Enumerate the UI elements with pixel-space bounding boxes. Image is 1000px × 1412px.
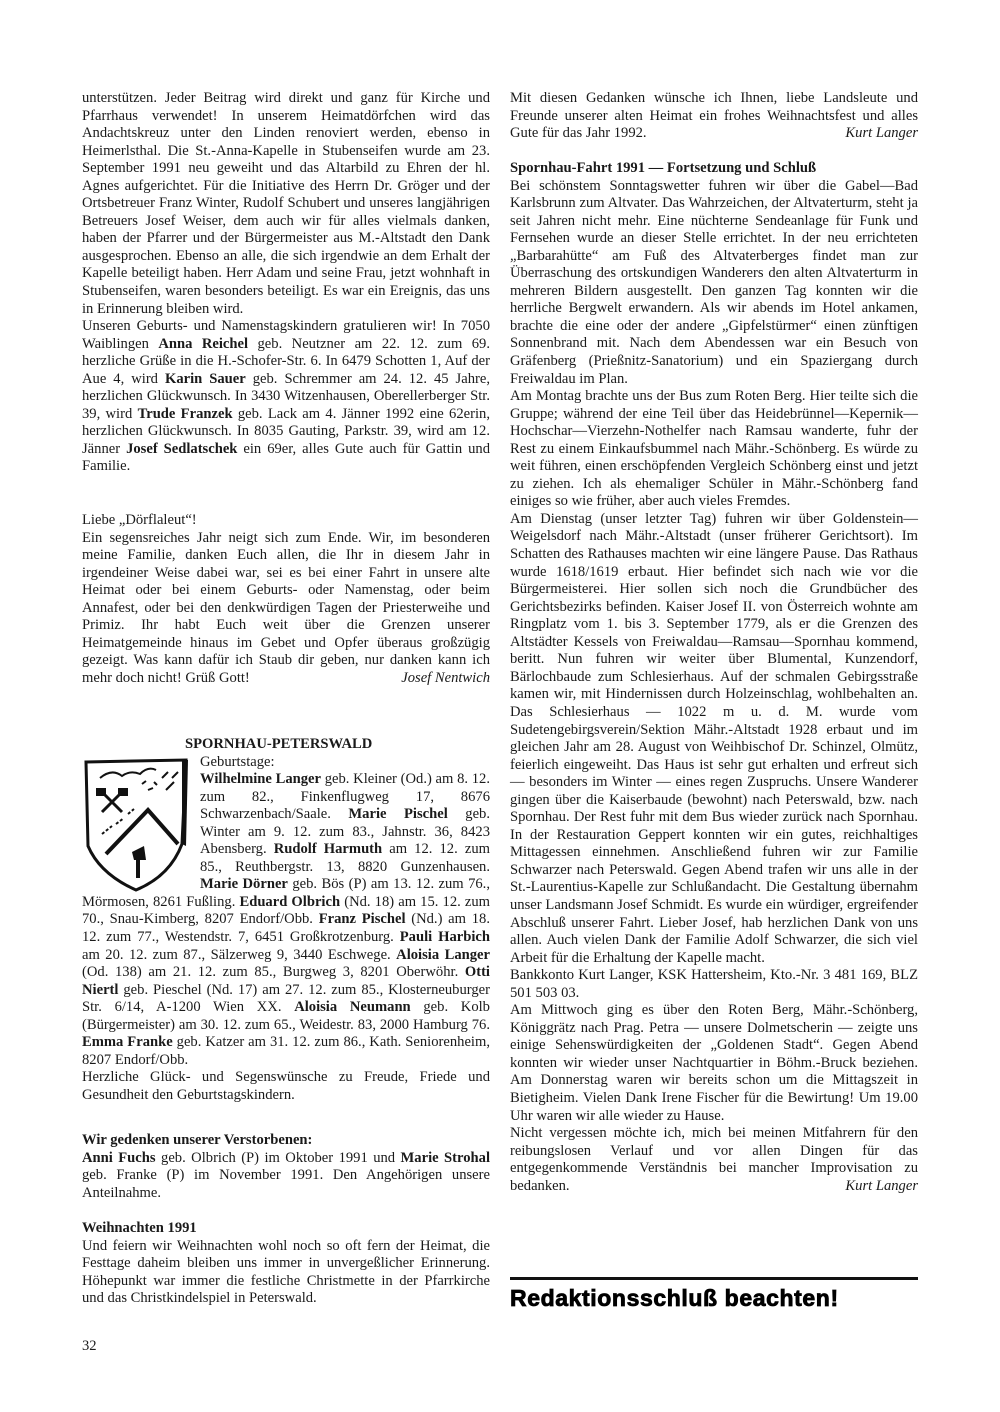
spornhau-peterswald-section [82,736,490,1104]
coat-of-arms-icon [82,754,192,894]
person-name: Emma Franke [82,1034,173,1051]
text-run: geb. Lack am 4. Jänner 1992 eine 62erin, herzlichen Glückwunsch. In 8035 Gauting, Parkstr. 39, wird am 12. Jänner [82,405,490,457]
person-name: Marie Dörner [200,876,288,893]
paragraph-letter [82,530,490,688]
paragraph-deceased [82,1150,490,1203]
text-run: Und feiern wir Weihnachten wohl noch so oft fern der Heimat, die Festtage daheim bleiben uns immer in unvergeßlicher Erinnerung. Höhepunkt war immer die festliche Christmette in der Pfarrkirche und das Christkindelspiel in Peterswald. [82,1237,490,1307]
text-run: geb. Winter am 9. 12. zum 83., Jahnstr. 36, 8423 Abensberg. [200,806,490,858]
text-run: am 12. 12. zum 85., Reuthbergstr. 13, 8820 Gunzenhausen. [200,841,490,875]
text-run: Bankkonto Kurt Langer, KSK Hattersheim, Kto.-Nr. 3 481 169, BLZ 501 503 03. [510,967,918,1001]
paragraph-trip [510,178,918,389]
text-run: Ein segensreiches Jahr neigt sich zum Ende. Wir, im besonderen meine Familie, danken Euch allen, die Ihr in diesem Jahr in irgendeiner Weise dabei war, sei es bei einer Fahrt in unsere alte Heimat oder bei einem Geburts- oder Namenstag, oder beim Annafest, oder bei den denkwürdigen Tagen der Priesterweihe und Primiz. Ihr habt Euch weit über die Grenzen unserer Heimatgemeinde hinaus im Gebet und Opfer überaus großzügig gezeigt. Was kann dafür ich Staub dir geben, nur danken kann ich mehr doch nicht! Grüß Gott! [82,529,490,686]
person-name: Wilhelmine Langer [200,771,322,788]
signature-kurt-langer: Kurt Langer [845,1177,918,1194]
christmas-section [82,1220,490,1308]
birthdays-label: Geburtstage: [200,753,275,770]
text-run: Herzliche Glück- und Segenswünsche zu Freude, Friede und Gesundheit den Geburtstagskindern. [82,1069,490,1103]
text-run: Unseren Geburts- und Namenstagskindern gratulieren wir! In 7050 Waiblingen [82,318,490,352]
paragraph-church [82,90,490,318]
text-run: unterstützen. Jeder Beitrag wird direkt und ganz für Kirche und Pfarrhaus verwendet! In unserem Heimatdörfchen wird das Andachtskreuz unter den Linden renoviert werden, ebenso in Heimerlsthal. Die St.-Anna-Kapelle in Stubenseifen wurde am 23. September 1991 neu geweiht und das Altarbild zu Ehren der hl. Agnes aufgerichtet. Für die Initiative des Herrn Dr. Gröger und der Ortsbetreuer Franz Winter, Rudolf Schubert und unseres langjährigen Betreuers Josef Weiser, dem auch wir für alles vielmals danken, haben der Pfarrer und der Bürgermeister aus M.-Altstadt den Dank ausgesprochen. Ebenso an alle, die sich irgendwie an dem Erhalt der Kapelle beteiligt haben. Herr Adam und seine Frau, jetzt wohnhaft in Stubenseifen, waren besonders beteiligt. Es war ein Ereignis, das uns in Erinnerung bleiben wird. [82,90,490,317]
person-name: Rudolf Harmuth [273,841,383,858]
text-run: geb. Kleiner (Od.) am 8. 12. zum 82., Finkenflugweg 17, 8676 Schwarzenbach/Saale. [200,771,490,823]
person-name: Aloisia Langer [396,946,490,963]
text-run: geb. Katzer am 31. 12. zum 86., Kath. Seniorenheim, 8207 Endorf/Obb. [82,1034,490,1068]
text-run: (Nd. 18) am 15. 12. zum 70., Snau-Kimberg, 8207 Endorf/Obb. [82,893,490,928]
paragraph-christmas [82,1238,490,1308]
text-run: Nicht vergessen möchte ich, mich bei meinen Mitfahrern für den reibungslosen Verlauf und vor allen Dingen für das entgegenkommende Verständnis bei mancher Improvisation zu bedanken. [510,1125,918,1194]
paragraph-wishes [82,1069,490,1104]
person-name: Karin Sauer [164,370,246,387]
paragraph-trip [510,388,918,511]
person-name: Marie Pischel [348,806,448,823]
person-name: Aloisia Neumann [294,999,411,1016]
paragraph-trip [510,1002,918,1125]
text-run: (Od. 138) am 21. 12. zum 85., Burgweg 3, 8201 Oberwöhr. [82,964,465,981]
christmas-title: Weihnachten 1991 [82,1220,197,1236]
text-run: Bei schönstem Sonntagswetter fuhren wir über die Gabel—Bad Karlsbrunn zum Altvater. Das Wahrzeichen, der Altvaterturm, steht ja seit Jahren nicht mehr. Eine nüchterne Sendeanlage für Funk und Fernsehen wurde an dieser Stelle errichtet. In der neu errichteten „Barbarahütte“ am Fuß des Altvaterberges findet man zur Überraschung des ortskundigen Wanderers den alten Altvaterturm in mehreren Bildern ausgestellt. Den ganzen Tag konnten wir die herrliche Bergwelt erwandern. Als wir abends im Hotel ankamen, brachte die eine oder der andere „Gipfelstürmer“ einen zünftigen Sonnenbrand mit. Nach dem Abendessen war ein Besuch von Gräfenberg (Prießnitz-Sanatorium) und ein Spaziergang durch Freiwaldau im Plan. [510,177,918,387]
page-number: 32 [82,1338,97,1354]
letter-block [82,512,490,687]
text-run: Am Montag brachte uns der Bus zum Roten Berg. Hier teilte sich die Gruppe; während der eine Teil über das Heidebrünnel—Kepernik—Hochschar—Vierzehn-Nothelfer nach Ramsau wanderte, fuhr der Rest zu einem Einkaufsbummel nach Mähr.-Schönberg. Es würde zu weit führen, einen erschöpfenden Vergleich Schönberg einst und jetzt zu ziehen. Ich als ehemaliger Schüler in Mähr.-Schönberg fand einiges so wie früher, aber auch vieles Fremdes. [510,388,918,510]
text-run: geb. Olbrich (P) im Oktober 1991 und [155,1149,401,1166]
text-run: Am Dienstag (unser letzter Tag) fuhren wir über Goldenstein—Weigelsdorf nach Mähr.-Altstadt (unser früherer Gerichtsort). Im Schatten des Rathauses machten wir eine längere Pause. Das Rathaus wurde 1618/1619 erbaut. Hier befindet sich nach wie vor die Bürgermeisterei. Hier sollen sich noch die Grundbücher des Gerichtsbezirks befinden. Kaiser Josef II. von Österreich wohnte am Ringplatz vom 1. bis 3. September 1779, als er die Grenzen des Altstädter Kessels von Freiwaldau—Ramsau—Spornhau kommend, beritt. Nun fuhren wir weiter über Blumental, Kunzendorf, Bärlochbaude zum Schlesierhaus. Auf der schmalen Gebirgsstraße kamen wir, mit Hindernissen durch Holzeinschlag, wohlbehalten an. Das Schlesierhaus — 1022 m u. d. M. wurde vom Sudetengebirgsverein/Sektion Mähr.-Altstadt 1928 erbaut und im gleichen Jahr am 28. August von Weihbischof Dr. Schinzel, Olmütz, feierlich eingeweiht. Das Haus ist sehr gut erhalten und erfreut sich — besonders im Winter — eines regen Zuspruchs. Unsere Wanderer gingen über die Kaiserbaude (bewohnt) nach Peterswald, bzw. nach Spornhau. Der Rest fuhr mit dem Bus wieder zurück nach Spornhau. In der Restauration Geppert konnten wir ein gutes, reichhaltiges Mittagessen einnehmen. Anschließend fuhren wir zur Familie Schwarzer nach Peterswald. Gegen Abend trafen wir uns alle in der St.-Laurentius-Kapelle zur Schlußandacht. Die Gestaltung übernahm unser Landsmann Josef Schmidt. Es wurde ein würdiger, ergreifender Abschluß unserer Fahrt. Lieber Josef, hab herzlichen Dank von uns allen. Auch vielen Dank der Familie Adolf Schwarzer, die sich viel Arbeit für die Erhaltung der Kapelle macht. [510,510,918,966]
trip-title: Spornhau-Fahrt 1991 — Fortsetzung und Schluß [510,160,817,176]
text-run: Mit diesen Gedanken wünsche ich Ihnen, liebe Landsleute und Freunde unserer alten Heimat ein frohes Weihnachtsfest und alles Gute für das Jahr 1992. [510,90,918,142]
person-name: Franz Pischel [318,911,406,928]
divider-rule [510,1277,918,1280]
text-run: geb. Kolb (Bürgermeister) am 30. 12. zum 65., Weidestr. 83, 2000 Hamburg 76. [82,999,490,1033]
text-run: (Nd.) am 18. 12. zum 77., Westendstr. 7, 6451 Großkrotzenburg. [82,911,490,946]
person-name: Anna Reichel [158,335,249,352]
text-run: geb. Neutzner am 22. 12. zum 69. herzliche Grüße in die H.-Schofer-Str. 6. In 6479 Schotten 1, Auf der Aue 4, wird [82,335,490,387]
intro-block [510,90,918,143]
text-run: geb. Bös (P) am 13. 12. zum 76., Mörmosen, 8261 Fußling. [82,876,490,910]
paragraph-birthday-greetings [82,318,490,476]
person-name: Josef Sedlatschek [126,440,238,457]
person-name: Eduard Olbrich [239,893,341,910]
deadline-banner: Redaktionsschluß beachten! [510,1285,839,1311]
trip-section [510,160,918,1195]
text-run: Am Mittwoch ging es über den Roten Berg, Mähr.-Schönberg, Königgrätz nach Prag. Petra — unsere Dolmetscherin — zeigte uns einige Sehenswürdigkeiten der „Goldenen Stadt“. Gegen Abend konnten wir wieder unser Nachtquartier in Böhm.-Bruck beziehen. Am Donnerstag waren wir bereits schon um die Mittagszeit in Bietigheim. Vielen Dank Irene Fischer für die Bewirtung! Um 19.00 Uhr waren wir alle wieder zu Hause. [510,1002,918,1124]
person-name: Otti Niertl [82,964,490,998]
person-name: Marie Strohal [400,1149,491,1166]
deceased-title: Wir gedenken unserer Verstorbenen: [82,1132,313,1148]
text-run: geb. Franke (P) im November 1991. Den Angehörigen unsere Anteilnahme. [82,1167,490,1201]
paragraph-trip [510,967,918,1002]
letter-greeting: Liebe „Dörflaleut“! [82,512,197,528]
trip-paragraphs [510,178,918,1196]
section-title: SPORNHAU-PETERSWALD [185,736,373,752]
person-name: Trude Franzek [137,405,233,422]
church-donation-block [82,90,490,476]
text-run: am 20. 12. zum 87., Sälzerweg 9, 3440 Eschwege. [82,946,397,963]
text-run: geb. Schremmer am 24. 12. 45 Jahre, herzlichen Glückwunsch. In 3430 Witzenhausen, Oberellerberger Str. 39, wird [82,370,490,422]
deceased-section [82,1132,490,1202]
text-run: geb. Pieschel (Nd. 17) am 27. 12. zum 85., Klosterneuburger Str. 6/14, A-1200 Wien XX. [82,981,490,1016]
signature-josef-nentwich: Josef Nentwich [401,669,490,686]
paragraph-trip [510,511,918,967]
text-run: ein 69er, alles Gute auch für Gattin und Familie. [82,440,490,475]
signature-kurt-langer: Kurt Langer [845,125,918,142]
person-name: Anni Fuchs [82,1149,156,1166]
person-name: Pauli Harbich [399,929,490,946]
